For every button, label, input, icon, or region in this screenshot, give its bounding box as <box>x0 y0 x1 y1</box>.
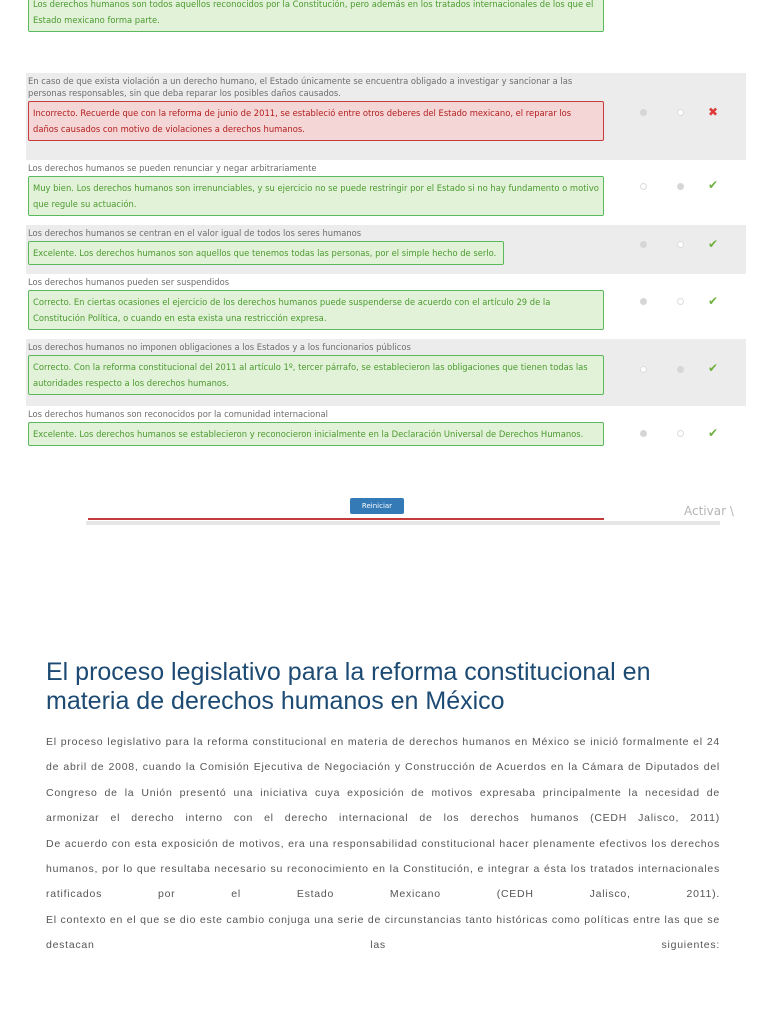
question-statement: En caso de que exista violación a un derecho humano, el Estado únicamente se encuentra obligado a investigar y sancionar a las personas responsables, sin que deba reparar los posibles daños causados. <box>28 76 573 98</box>
question-statement: Los derechos humanos se pueden renunciar y negar arbitrariamente <box>28 163 317 173</box>
answer-options <box>610 274 746 339</box>
check-icon: ✔ <box>708 294 719 308</box>
quiz-row <box>26 225 746 274</box>
feedback-incorrect: Incorrecto. Recuerde que con la reforma de junio de 2011, se estableció entre otros deberes del Estado mexicano, el reparar los daños causados con motivo de violaciones a derechos humanos. <box>28 101 604 141</box>
radio-false[interactable] <box>677 298 684 305</box>
radio-true[interactable] <box>640 109 647 116</box>
check-icon: ✔ <box>708 361 719 375</box>
feedback-correct: Excelente. Los derechos humanos se establecieron y reconocieron inicialmente en la Declaración Universal de Derechos Humanos. <box>28 422 604 446</box>
feedback-correct: Muy bien. Los derechos humanos son irrenunciables, y su ejercicio no se puede restringir por el Estado si no hay fundamento o motivo que regule su actuación. <box>28 176 604 216</box>
radio-false[interactable] <box>677 183 684 190</box>
article-paragraph: El proceso legislativo para la reforma constitucional en materia de derechos humanos en México se inició formalmente el 24 de abril de 2008, cuando la Comisión Ejecutiva de Negociación y Construcción de Acuerdos en la Cámara de Diputados del Congreso de la Unión presentó una iniciativa cuya exposición de motivos expresaba principalmente la necesidad de armonizar el derecho interno con el derecho internacional de los derechos humanos (CEDH Jalisco, 2011) <box>46 736 720 825</box>
quiz-row <box>26 0 746 73</box>
question-statement: Los derechos humanos no imponen obligaciones a los Estados y a los funcionarios públicos <box>28 342 411 352</box>
radio-true[interactable] <box>640 183 647 190</box>
radio-false[interactable] <box>677 366 684 373</box>
article-paragraph: De acuerdo con esta exposición de motivos, era una responsabilidad constitucional hacer plenamente efectivos los derechos humanos, por lo que resultaba necesario su reconocimiento en la Constitución, e integrar a ésta los tratados internacionales ratificados por el Estado Mexicano (CEDH Jalisco, 2011). <box>46 837 720 901</box>
quiz-panel <box>26 0 746 472</box>
quiz-row <box>26 339 746 406</box>
radio-true[interactable] <box>640 430 647 437</box>
answer-options <box>610 406 746 472</box>
check-icon: ✔ <box>708 178 719 192</box>
quiz-row <box>26 160 746 225</box>
question-statement: Los derechos humanos son reconocidos por la comunidad internacional <box>28 409 328 419</box>
quiz-row <box>26 73 746 160</box>
answer-options <box>610 73 746 160</box>
quiz-row <box>26 274 746 339</box>
answer-options <box>610 0 746 73</box>
feedback-correct: Correcto. En ciertas ocasiones el ejercicio de los derechos humanos puede suspenderse de acuerdo con el artículo 29 de la Constitución Política, o cuando en esta exista una restricción expresa. <box>28 290 604 330</box>
incorrect-icon: ✖ <box>708 105 719 119</box>
reset-button[interactable]: Reiniciar <box>350 498 404 514</box>
feedback-correct: Correcto. Con la reforma constitucional del 2011 al artículo 1º, tercer párrafo, se establecieron las obligaciones que tienen todas las autoridades respecto a los derechos humanos. <box>28 355 604 395</box>
radio-true[interactable] <box>640 366 647 373</box>
divider <box>86 521 720 525</box>
feedback-correct: Excelente. Los derechos humanos son aquellos que tenemos todas las personas, por el simple hecho de serlo. <box>28 241 504 265</box>
answer-options <box>610 225 746 274</box>
answer-options <box>610 339 746 406</box>
radio-false[interactable] <box>677 241 684 248</box>
question-statement: Los derechos humanos pueden ser suspendidos <box>28 277 230 287</box>
check-icon: ✔ <box>708 237 719 251</box>
feedback-correct: Los derechos humanos son todos aquellos reconocidos por la Constitución, pero además en los tratados internacionales de los que el Estado mexicano forma parte. <box>28 0 604 32</box>
activation-watermark: Activar \ <box>684 504 734 518</box>
radio-false[interactable] <box>677 109 684 116</box>
quiz-row <box>26 406 746 472</box>
question-statement: Los derechos humanos se centran en el valor igual de todos los seres humanos <box>28 228 362 238</box>
radio-true[interactable] <box>640 298 647 305</box>
article-title: El proceso legislativo para la reforma constitucional en materia de derechos humanos en México <box>46 658 651 715</box>
radio-false[interactable] <box>677 430 684 437</box>
article <box>46 658 720 959</box>
check-icon: ✔ <box>708 426 719 440</box>
radio-true[interactable] <box>640 241 647 248</box>
answer-options <box>610 160 746 225</box>
article-paragraph: El contexto en el que se dio este cambio conjuga una serie de circunstancias tanto históricas como políticas entre las que se destacan las siguientes: <box>46 913 720 952</box>
incorrect-underline <box>88 518 604 520</box>
